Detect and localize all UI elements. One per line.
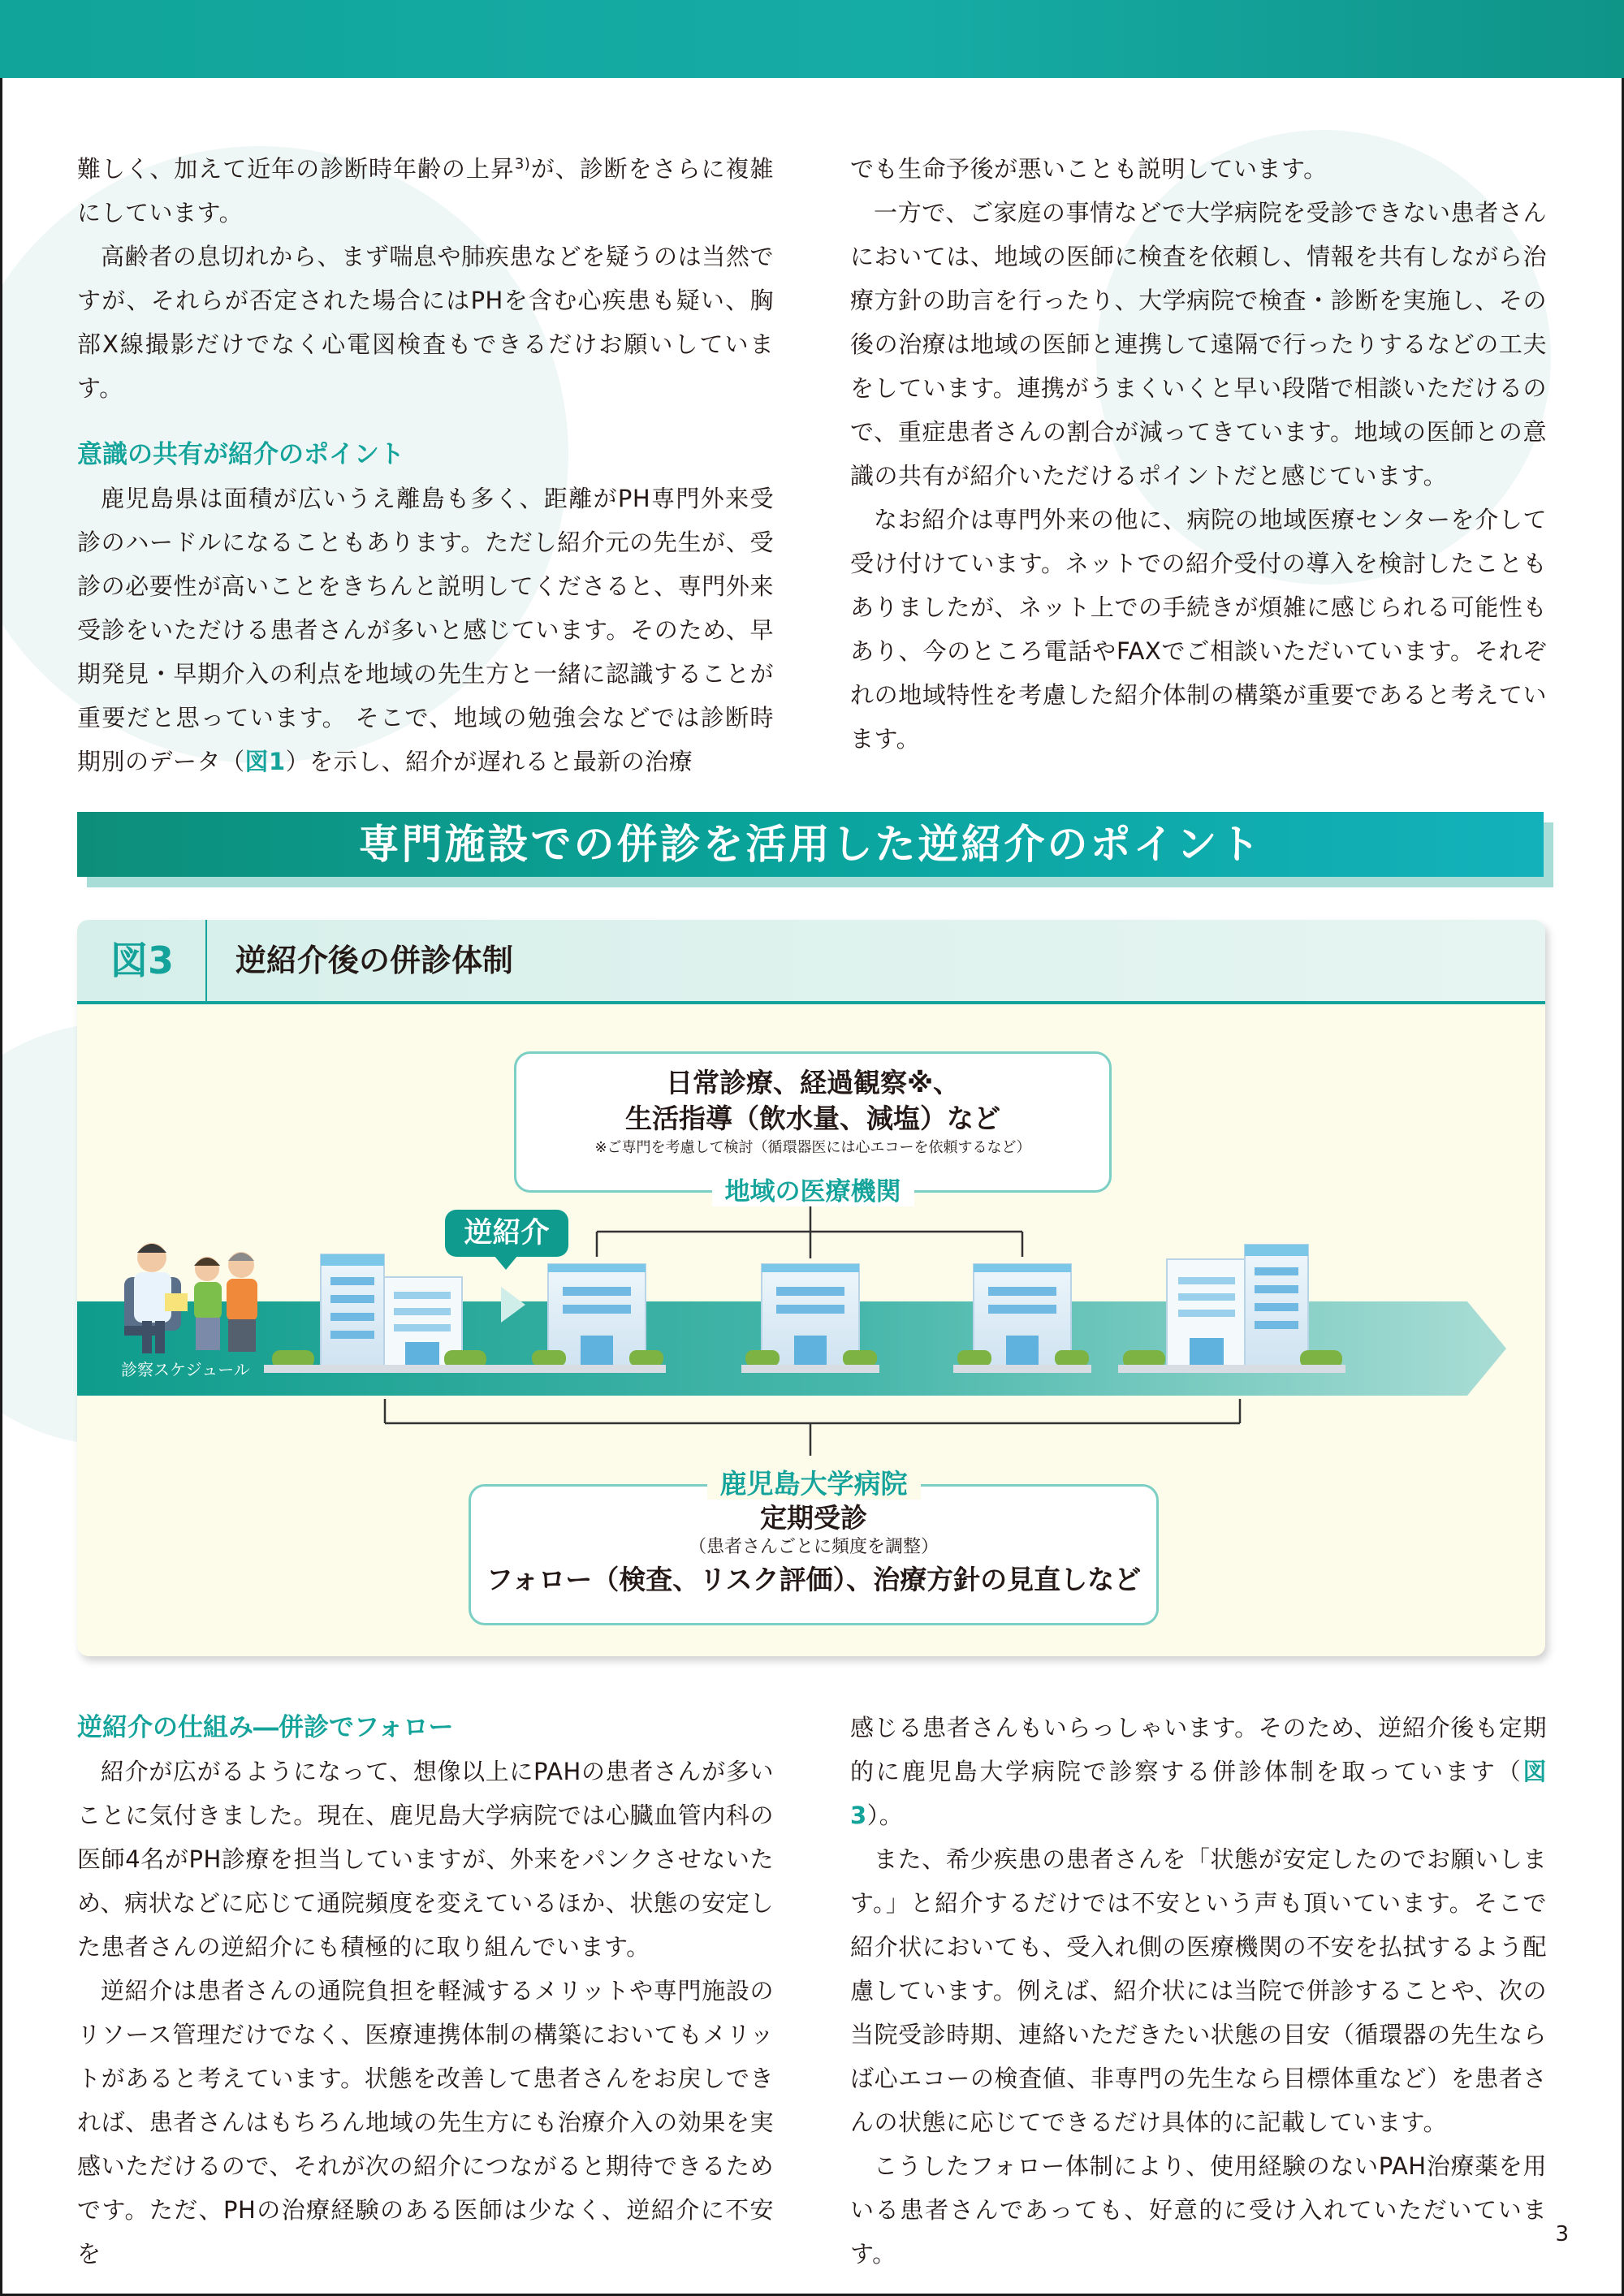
bottom-connector-lines [385, 1399, 1240, 1456]
body-paragraph: 難しく、加えて近年の診断時年齢の上昇$^{3)}$が、診断をさらに複雑にしています。 [77, 155, 774, 227]
body-paragraph: 紹介が広がるようになって、想像以上にPAHの患者さんが多いことに気付きました。現在、鹿児島大学病院では心臓血管内科の医師4名がPH診療を担当していますが、外来をパンクさせないため、病状などに応じて通院頻度を変えているほか、状態の安定した患者さんの逆紹介にも積極的に取り組んでいます。 [77, 1758, 774, 1961]
body-paragraph: でも生命予後が悪いことも説明しています。 [850, 155, 1328, 183]
page-number: 3 [1555, 2222, 1569, 2246]
reverse-referral-callout: 逆紹介 [445, 1210, 568, 1257]
citation-superscript: 3) [514, 155, 531, 173]
clinic-building-icon [953, 1264, 1091, 1373]
regional-care-line2: 生活指導（飲水量、減塩）など [625, 1103, 1000, 1134]
regional-care-line1: 日常診療、経過観察※、 [665, 1067, 961, 1098]
regular-visit-text: 定期受診 [760, 1502, 867, 1534]
page-frame [0, 78, 2, 2296]
section-heading: 意識の共有が紹介のポイント [77, 440, 404, 469]
figure-reference: 図3 [850, 1758, 1547, 1829]
text-column-lower-left [77, 1706, 774, 2276]
section-banner: 専門施設での併診を活用した逆紹介のポイント [77, 812, 1544, 877]
body-paragraph: 一方で、ご家庭の事情などで大学病院を受診できない患者さんにおいては、地域の医師に検査を依頼し、情報を共有しながら治療方針の助言を行ったり、大学病院で検査・診断を実施し、その後の治療は地域の医師と連携して遠隔で行ったりするなどの工夫をしています。連携がうまくいくと早い段階で相談いただけるので、重症患者さんの割合が減ってきています。地域の医師との意識の共有が紹介いただけるポイントだと感じています。 [850, 199, 1547, 490]
clinic-building-icon [741, 1264, 879, 1373]
frequency-note: （患者さんごとに頻度を調整） [688, 1537, 939, 1557]
body-paragraph: また、希少疾患の患者さんを「状態が安定したのでお願いします。」と紹介するだけでは不安という声も頂いています。そこで紹介状においても、受入れ側の医療機関の不安を払拭するよう配慮しています。例えば、紹介状には当院で併診することや、次の当院受診時期、連絡いただきたい状態の目安（循環器の先生ならば心エコーの検査値、非専門の先生なら目標体重など）を患者さんの状態に応じてできるだけ具体的に記載しています。 [850, 1845, 1547, 2136]
text-column-upper-left [77, 147, 774, 783]
follow-up-text: フォロー（検査、リスク評価）、治療方針の見直しなど [486, 1564, 1142, 1595]
university-hospital-box [469, 1468, 1159, 1625]
regional-care-note: ※ご専門を考慮して検討（循環器医には心エコーを依頼するなど） [594, 1139, 1031, 1156]
figure-3 [77, 920, 1545, 1656]
university-hospital-label: 鹿児島大学病院 [707, 1468, 921, 1500]
clinic-building-icon [528, 1264, 666, 1373]
body-paragraph: こうしたフォロー体制により、使用経験のないPAH治療薬を用いる患者さんであっても、好意的に受け入れていただいています。 [850, 2152, 1547, 2268]
header-band [0, 0, 1624, 78]
text-column-upper-right [850, 147, 1547, 761]
section-heading: 逆紹介の仕組み―併診でフォロー [77, 1713, 454, 1742]
callout-pointer-icon [494, 1255, 518, 1271]
figure-number: 図3 [110, 939, 174, 982]
text-column-lower-right [850, 1706, 1547, 2276]
figure-reference: 図1 [244, 748, 286, 775]
body-paragraph: 感じる患者さんもいらっしゃいます。そのため、逆紹介後も定期的に鹿児島大学病院で診察する併診体制を取っています（図3）。 [850, 1714, 1547, 1829]
top-connector-lines [597, 1204, 1022, 1258]
body-paragraph: 高齢者の息切れから、まず喘息や肺疾患などを疑うのは当然ですが、それらが否定された場合にはPHを含む心疾患も疑い、胸部X線撮影だけでなく心電図検査もできるだけお願いしています。 [77, 243, 774, 402]
regional-clinic-label: 地域の医療機関 [712, 1177, 914, 1206]
body-paragraph: 鹿児島県は面積が広いうえ離島も多く、距離がPH専門外来受診のハードルになることもあります。ただし紹介元の先生が、受診の必要性が高いことをきちんと説明してくださると、専門外来受診をいただける患者さんが多いと感じています。そのため、早期発見・早期介入の利点を地域の先生方と一緒に認識することが重要だと思っています。 そこで、地域の勉強会などでは診断時期別のデータ（図1）を示し、紹介が遅れると最新の治療 [77, 485, 774, 775]
regional-clinic-box [514, 1051, 1112, 1206]
body-paragraph: 逆紹介は患者さんの通院負担を軽減するメリットや専門施設のリソース管理だけでなく、医療連携体制の構築においてもメリットがあると考えています。状態を改善して患者さんをお戻しできれば、患者さんはもちろん地域の先生方にも治療介入の効果を実感いただけるので、それが次の紹介につながると期待できるためです。ただ、PHの治療経験のある医師は少なく、逆紹介に不安を [77, 1977, 774, 2268]
body-paragraph: なお紹介は専門外来の他に、病院の地域医療センターを介して受け付けています。ネットでの紹介受付の導入を検討したこともありましたが、ネット上での手続きが煩雑に感じられる可能性もあり、今のところ電話やFAXでご相談いただいています。それぞれの地域特性を考慮した紹介体制の構築が重要であると考えています。 [850, 506, 1547, 753]
figure-title: 逆紹介後の併診体制 [235, 943, 514, 978]
schedule-label: 診察スケジュール [121, 1360, 250, 1379]
